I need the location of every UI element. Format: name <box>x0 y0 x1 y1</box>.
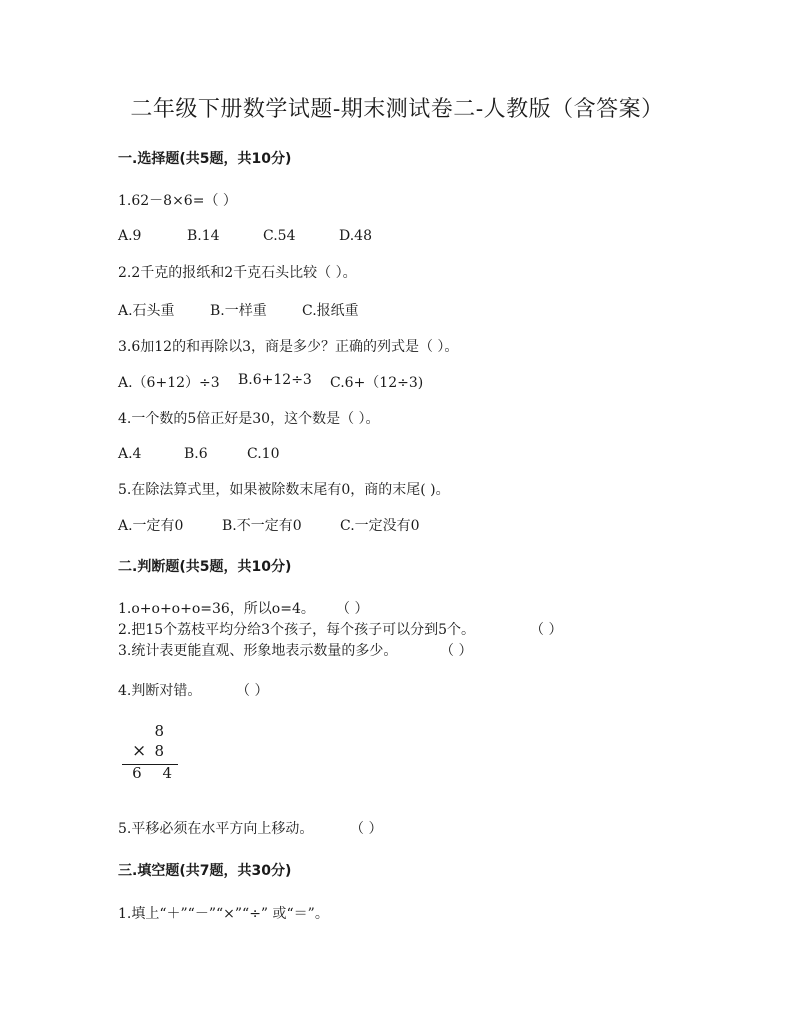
question-stem: 4.判断对错。 <box>118 683 202 699</box>
option-c: C.6+（12÷3) <box>330 375 424 391</box>
question-stem: 2.把15个荔枝平均分给3个孩子，每个孩子可以分到5个。 <box>118 622 475 638</box>
multiply-sign: × <box>132 741 147 761</box>
option-b: B.一样重 <box>210 303 267 319</box>
calc-top: 8 <box>154 722 172 740</box>
option-c: C.54 <box>263 228 296 244</box>
answer-blank: （ ） <box>350 821 383 837</box>
option-c: C.一定没有0 <box>340 518 420 534</box>
option-a: A.（6+12）÷3 <box>118 375 220 391</box>
question-stem: 3.统计表更能直观、形象地表示数量的多少。 <box>118 643 398 659</box>
option-a: A.一定有0 <box>118 518 184 534</box>
question-stem: 3.6加12的和再除以3，商是多少？正确的列式是（ ）。 <box>118 339 459 355</box>
answer-blank: （ ） <box>336 601 369 617</box>
answer-blank: （ ） <box>530 622 563 638</box>
calc-second: 8 <box>154 742 172 760</box>
question-stem: 4.一个数的5倍正好是30，这个数是（ ）。 <box>118 411 380 427</box>
question-stem: 5.在除法算式里，如果被除数末尾有0，商的末尾( )。 <box>118 482 450 498</box>
option-b: B.不一定有0 <box>222 518 302 534</box>
option-b: B.6 <box>184 446 208 462</box>
question-stem: 1.62－8×6=（ ） <box>118 193 237 209</box>
question-stem: 1.o+o+o+o=36，所以o=4。 <box>118 601 315 617</box>
answer-blank: （ ） <box>440 643 473 659</box>
section-heading-judge: 二.判断题(共5题，共10分) <box>118 559 292 575</box>
answer-blank: （ ） <box>236 683 269 699</box>
option-a: A.9 <box>118 228 142 244</box>
option-a: A.4 <box>118 446 142 462</box>
question-stem: 1.填上“＋”“－”“×”“÷” 或“＝”。 <box>118 906 329 922</box>
section-heading-fill: 三.填空题(共7题，共30分) <box>118 863 292 879</box>
question-stem: 5.平移必须在水平方向上移动。 <box>118 821 314 837</box>
option-b: B.14 <box>187 228 220 244</box>
question-stem: 2.2千克的报纸和2千克石头比较（ ）。 <box>118 265 357 281</box>
option-c: C.10 <box>247 446 280 462</box>
page-title: 二年级下册数学试题-期末测试卷二-人教版（含答案） <box>130 97 664 122</box>
calc-result: 6 4 <box>132 764 180 782</box>
section-heading-choice: 一.选择题(共5题，共10分) <box>118 151 292 167</box>
option-b: B.6+12÷3 <box>238 372 312 388</box>
vertical-multiplication <box>118 722 188 786</box>
option-d: D.48 <box>339 228 372 244</box>
option-c: C.报纸重 <box>302 303 359 319</box>
option-a: A.石头重 <box>118 303 175 319</box>
